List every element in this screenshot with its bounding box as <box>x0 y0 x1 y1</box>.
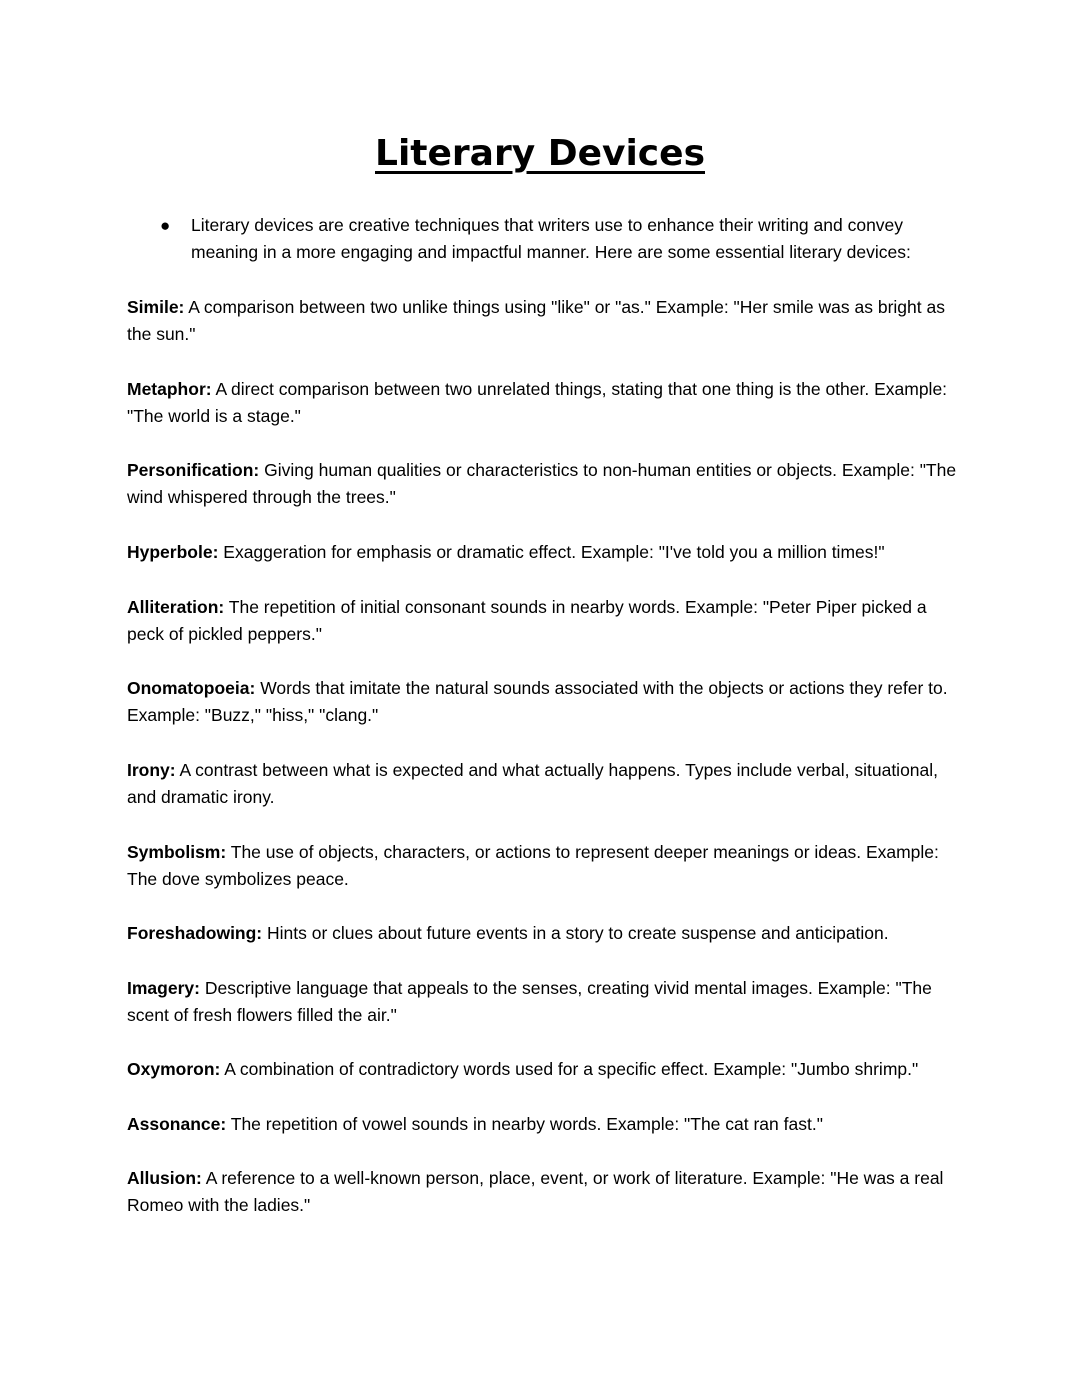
device-definition: A reference to a well-known person, place, event, or work of literature. Example: "He was a real Romeo with the ladies." <box>127 1168 944 1215</box>
device-definition: Giving human qualities or characteristics to non-human entities or objects. Example: "The wind whispered through the trees." <box>127 460 957 507</box>
device-definition: Words that imitate the natural sounds associated with the objects or actions they refer to. Example: "Buzz," "hiss," "clang." <box>127 678 948 725</box>
device-definition: The use of objects, characters, or actions to represent deeper meanings or ideas. Example: The dove symbolizes peace. <box>127 842 939 889</box>
device-entry-metaphor <box>127 376 967 430</box>
device-definition: Exaggeration for emphasis or dramatic effect. Example: "I've told you a million times!" <box>223 542 885 562</box>
device-term: Symbolism: <box>127 842 227 862</box>
device-term: Oxymoron: <box>127 1059 221 1079</box>
device-entry-simile <box>127 294 967 348</box>
device-term: Hyperbole: <box>127 542 219 562</box>
device-entry-imagery <box>127 975 967 1029</box>
device-definition: The repetition of vowel sounds in nearby words. Example: "The cat ran fast." <box>230 1114 823 1134</box>
device-definition: Hints or clues about future events in a story to create suspense and anticipation. <box>267 923 889 943</box>
device-term: Irony: <box>127 760 176 780</box>
device-definition: A comparison between two unlike things using "like" or "as." Example: "Her smile was as bright as the sun." <box>127 297 945 344</box>
device-term: Imagery: <box>127 978 200 998</box>
device-entry-assonance <box>127 1111 967 1138</box>
device-entry-oxymoron <box>127 1056 967 1083</box>
device-entry-irony <box>127 757 967 811</box>
device-entry-hyperbole <box>127 539 967 566</box>
device-term: Allusion: <box>127 1168 202 1188</box>
device-definition: A contrast between what is expected and what actually happens. Types include verbal, situational, and dramatic irony. <box>127 760 939 807</box>
device-term: Foreshadowing: <box>127 923 263 943</box>
intro-bullet-item <box>160 212 950 266</box>
device-term: Metaphor: <box>127 379 212 399</box>
device-entry-allusion <box>127 1165 967 1219</box>
device-term: Onomatopoeia: <box>127 678 256 698</box>
device-definition: A direct comparison between two unrelated things, stating that one thing is the other. Example: "The world is a stage." <box>127 379 948 426</box>
device-term: Personification: <box>127 460 260 480</box>
device-entry-alliteration <box>127 594 967 648</box>
device-term: Alliteration: <box>127 597 225 617</box>
device-definition: Descriptive language that appeals to the senses, creating vivid mental images. Example: "The scent of fresh flowers filled the air." <box>127 978 932 1025</box>
bullet-icon: ● <box>160 216 171 235</box>
device-term: Assonance: <box>127 1114 227 1134</box>
device-entry-symbolism <box>127 839 967 893</box>
device-entry-personification <box>127 457 967 511</box>
page-title <box>0 130 1080 178</box>
device-term: Simile: <box>127 297 185 317</box>
page-title-text: Literary Devices <box>375 133 705 174</box>
device-entry-foreshadowing <box>127 920 967 947</box>
intro-text: Literary devices are creative techniques that writers use to enhance their writing and convey meaning in a more engaging and impactful manner. Here are some essential literary devices: <box>191 215 911 262</box>
device-entry-onomatopoeia <box>127 675 967 729</box>
device-definition: The repetition of initial consonant sounds in nearby words. Example: "Peter Piper picked a peck of pickled peppers." <box>127 597 927 644</box>
device-definition: A combination of contradictory words used for a specific effect. Example: "Jumbo shrimp." <box>224 1059 919 1079</box>
